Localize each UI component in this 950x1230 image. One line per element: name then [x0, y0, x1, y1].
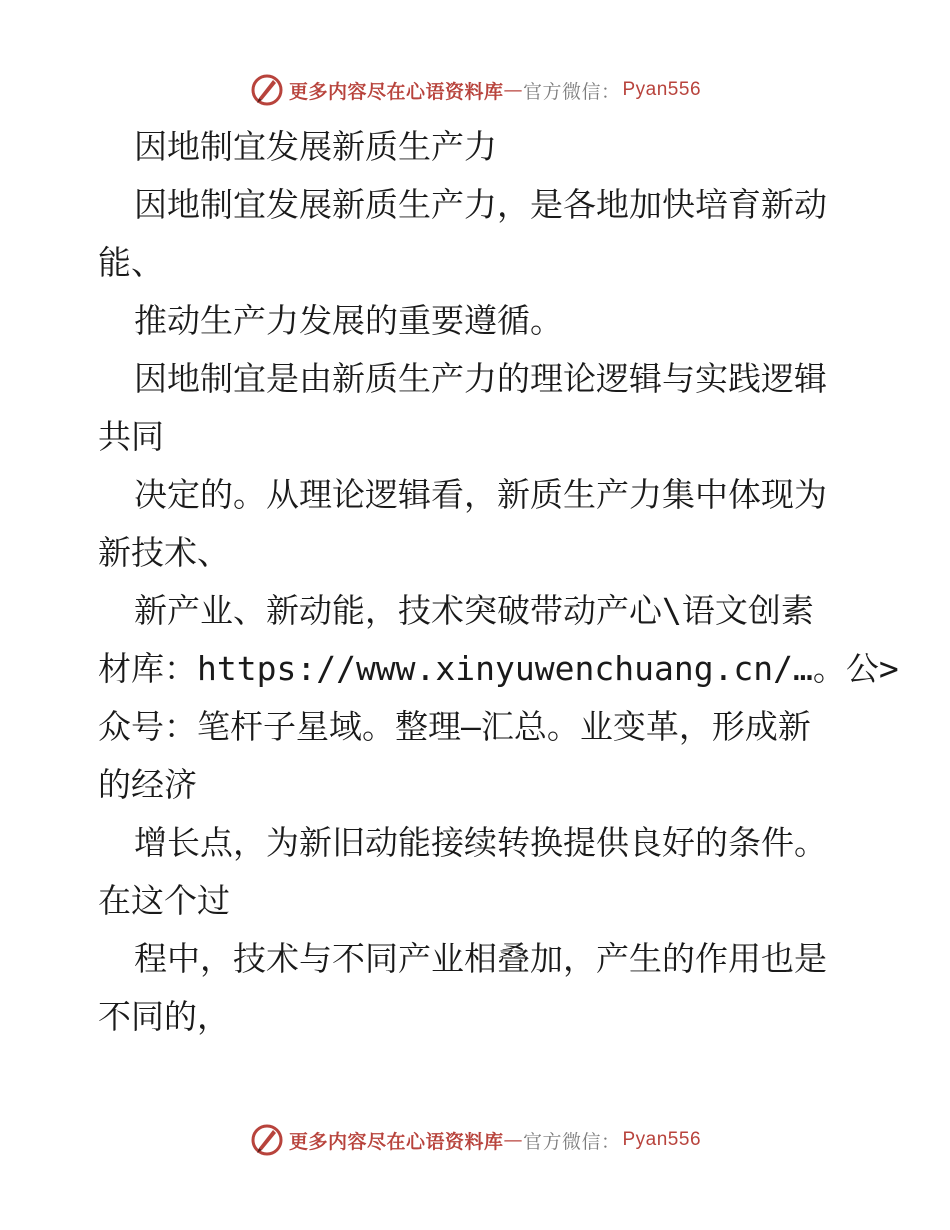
- header-promo-text: 更多内容尽在心语资料库: [288, 80, 504, 103]
- footer-wechat-id: Pyan556: [622, 1129, 702, 1150]
- paragraph-line: 新技术、: [98, 533, 230, 572]
- document-title: 因地制宜发展新质生产力: [134, 127, 497, 166]
- paragraph-line: 众号：笔杆子星域。整理—汇总。业变革，形成新: [98, 707, 811, 746]
- paragraph-line: 共同: [98, 417, 164, 456]
- paragraph-line: 在这个过: [98, 881, 230, 920]
- footer-banner: [0, 1120, 950, 1160]
- document-body: [98, 118, 899, 1046]
- paragraph-line: 材库：https://www.xinyuwenchuang.cn/…。公>: [98, 649, 899, 688]
- header-wechat-label: 官方微信：: [522, 80, 621, 103]
- paragraph-line: 程中，技术与不同产业相叠加，产生的作用也是: [134, 939, 827, 978]
- paragraph-line: 因地制宜是由新质生产力的理论逻辑与实践逻辑: [134, 359, 827, 398]
- paragraph-line: 决定的。从理论逻辑看，新质生产力集中体现为: [134, 475, 827, 514]
- footer-promo-text: 更多内容尽在心语资料库: [288, 1130, 504, 1153]
- footer-wechat-label: 官方微信：: [522, 1130, 621, 1153]
- paragraph-line: 推动生产力发展的重要遵循。: [134, 301, 563, 340]
- paragraph-line: 因地制宜发展新质生产力，是各地加快培育新动: [134, 185, 827, 224]
- paragraph-line: 不同的，: [98, 997, 230, 1036]
- footer-dash: —: [503, 1129, 523, 1151]
- quill-pen-logo-icon: [249, 1122, 285, 1158]
- header-wechat-id: Pyan556: [622, 79, 702, 100]
- paragraph-line: 新产业、新动能，技术突破带动产心\语文创素: [134, 591, 814, 630]
- header-dash: —: [503, 79, 523, 101]
- paragraph-line: 增长点，为新旧动能接续转换提供良好的条件。: [134, 823, 827, 862]
- paragraph-line: 能、: [98, 243, 164, 282]
- header-banner: [0, 70, 950, 110]
- paragraph-line: 的经济: [98, 765, 197, 804]
- quill-pen-logo-icon: [249, 72, 285, 108]
